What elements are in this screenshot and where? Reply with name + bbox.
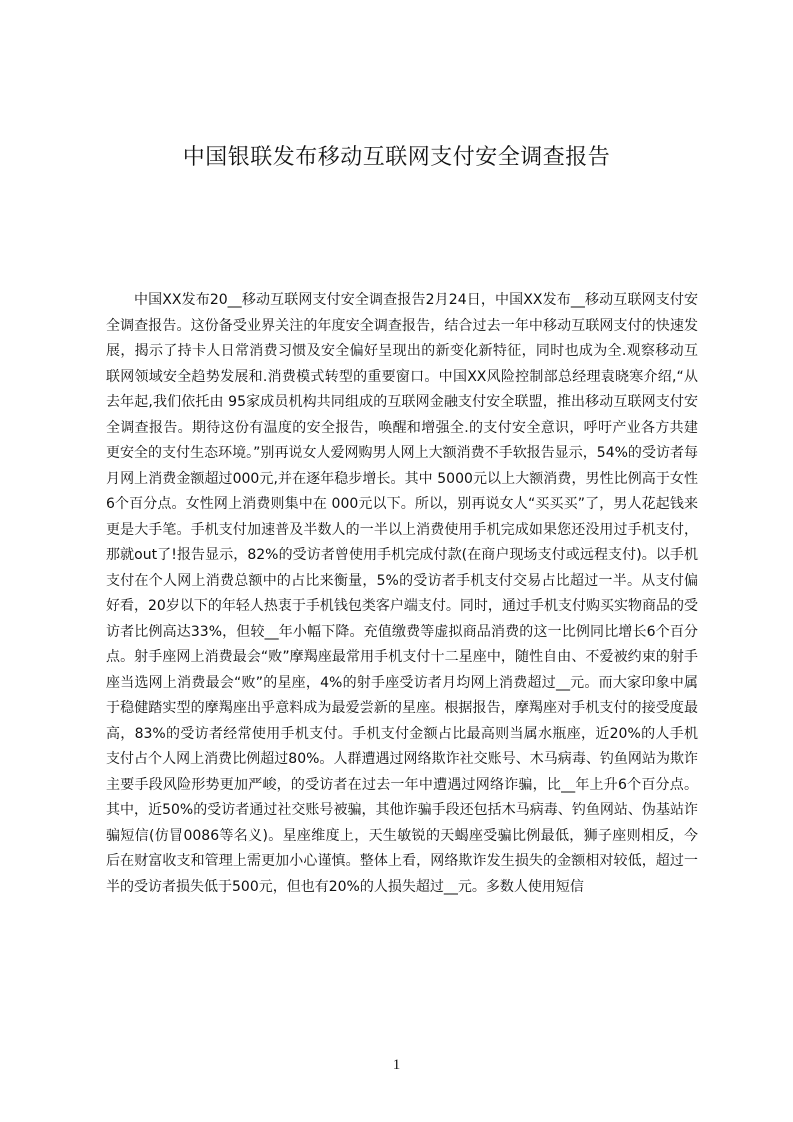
document-title: 中国银联发布移动互联网支付安全调查报告	[182, 145, 611, 170]
page-number: 1	[392, 1057, 401, 1073]
body-paragraph: 中国XX发布20__移动互联网支付安全调查报告2月24日，中国XX发布__移动互联网支付安全调查报告。这份备受业界关注的年度安全调查报告，结合过去一年中移动互联网支付的快速发展，揭示了持卡人日常消费习惯及安全偏好呈现出的新变化新特征，同时也成为全.观察移动互联网领域安全趋势发展和.消费模式转型的重要窗口。中国XX风险控制部总经理袁晓寒介绍,“从去年起,我们依托由 95家成员机构共同组成的互联网金融支付安全联盟，推出移动互联网支付安全调查报告。期待这份有温度的安全报告，唤醒和增强全.的支付安全意识，呼吁产业各方共建更安全的支付生态环境。”别再说女人爱网购男人网上大额消费不手软报告显示，54%的受访者每月网上消费金额超过000元,并在逐年稳步增长。其中 5000元以上大额消费，男性比例高于女性6个百分点。女性网上消费则集中在 000元以下。所以，别再说女人“买买买”了，男人花起钱来更是大手笔。手机支付加速普及半数人的一半以上消费使用手机完成如果您还没用过手机支付，那就out了!报告显示，82%的受访者曾使用手机完成付款(在商户现场支付或远程支付)。以手机支付在个人网上消费总额中的占比来衡量，5%的受访者手机支付交易占比超过一半。从支付偏好看，20岁以下的年轻人热衷于手机钱包类客户端支付。同时，通过手机支付购买实物商品的受访者比例高达33%，但较__年小幅下降。充值缴费等虚拟商品消费的这一比例同比增长6个百分点。射手座网上消费最会“败”摩羯座最常用手机支付十二星座中，随性自由、不爱被约束的射手座当选网上消费最会“败”的星座，4%的射手座受访者月均网上消费超过__元。而大家印象中属于稳健踏实型的摩羯座出乎意料成为最爱尝新的星座。根据报告，摩羯座对手机支付的接受度最高，83%的受访者经常使用手机支付。手机支付金额占比最高则当属水瓶座，近20%的人手机支付占个人网上消费比例超过80%。人群遭遇过网络欺诈社交账号、木马病毒、钓鱼网站为欺诈主要手段风险形势更加严峻，的受访者在过去一年中遭遇过网络诈骗，比__年上升6个百分点。其中，近50%的受访者通过社交账号被骗，其他诈骗手段还包括木马病毒、钓鱼网站、伪基站诈骗短信(仿冒0086等名义)。星座维度上，天生敏锐的天蝎座受骗比例最低，狮子座则相反，今后在财富收支和管理上需更加小心谨慎。整体上看，网络欺诈发生损失的金额相对较低，超过一半的受访者损失低于500元，但也有20%的人损失超过__元。多数人使用短信	[106, 292, 698, 895]
